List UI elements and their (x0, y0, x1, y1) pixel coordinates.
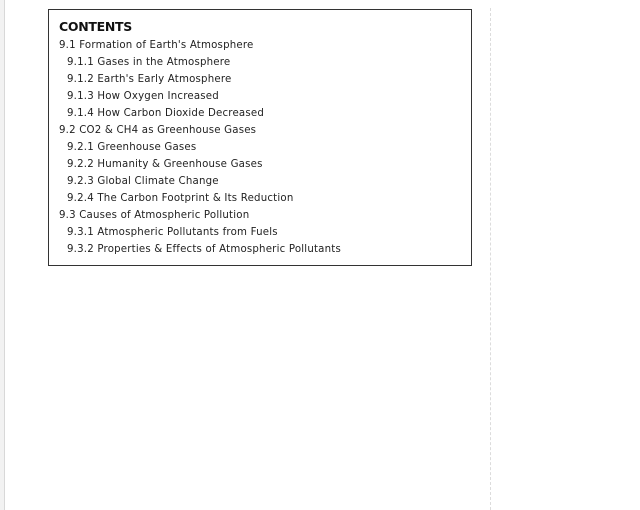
toc-link-9-3[interactable]: 9.3 Causes of Atmospheric Pollution (59, 210, 250, 221)
toc-link-9-1[interactable]: 9.1 Formation of Earth's Atmosphere (59, 40, 254, 51)
toc-link-9-1-4[interactable]: 9.1.4 How Carbon Dioxide Decreased (67, 108, 265, 119)
table-of-contents (48, 9, 472, 266)
toc-link-9-3-1[interactable]: 9.3.1 Atmospheric Pollutants from Fuels (67, 227, 278, 238)
toc-link-9-2-2[interactable]: 9.2.2 Humanity & Greenhouse Gases (67, 159, 263, 170)
toc-link-9-1-1[interactable]: 9.1.1 Gases in the Atmosphere (67, 57, 231, 68)
toc-list (49, 37, 341, 258)
toc-link-9-2-1[interactable]: 9.2.1 Greenhouse Gases (67, 142, 197, 153)
toc-link-9-2-4[interactable]: 9.2.4 The Carbon Footprint & Its Reduction (67, 193, 294, 204)
document-page (4, 0, 640, 510)
toc-link-9-1-2[interactable]: 9.1.2 Earth's Early Atmosphere (67, 74, 232, 85)
toc-link-9-3-2[interactable]: 9.3.2 Properties & Effects of Atmospheric Pollutants (67, 244, 341, 255)
toc-link-9-2[interactable]: 9.2 CO2 & CH4 as Greenhouse Gases (59, 125, 257, 136)
toc-link-9-1-3[interactable]: 9.1.3 How Oxygen Increased (67, 91, 219, 102)
toc-title: CONTENTS (59, 19, 132, 34)
toc-link-9-2-3[interactable]: 9.2.3 Global Climate Change (67, 176, 219, 187)
margin-guide (490, 8, 491, 510)
